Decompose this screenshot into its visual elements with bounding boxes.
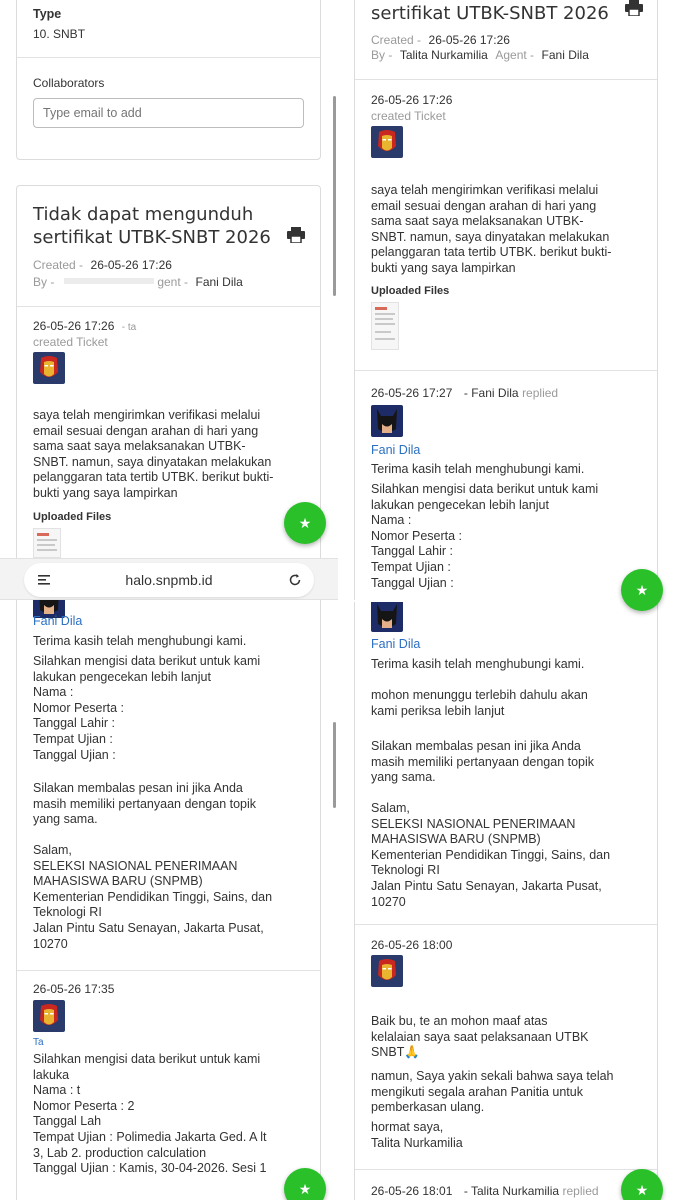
entry-timestamp: 26-05-26 18:01 - Talita Nurkamilia replied xyxy=(371,1184,599,1198)
batman-avatar xyxy=(371,600,403,632)
ticket-title xyxy=(33,203,271,250)
ticket-title-line2: sertifikat UTBK-SNBT 2026 xyxy=(33,227,271,249)
star-icon[interactable]: ★ xyxy=(621,1169,663,1200)
uploaded-files-label: Uploaded Files xyxy=(33,511,112,523)
collaborator-email-input[interactable] xyxy=(33,98,304,128)
author-link[interactable]: Fani Dila xyxy=(371,637,421,651)
agent-name: Fani Dila xyxy=(541,48,589,62)
author-link[interactable]: Fani Dila xyxy=(33,614,83,628)
entry-timestamp: 26-05-26 18:00 xyxy=(371,938,453,952)
ticket-card: Tidak dapat mengunduh sertifikat UTBK-SNBT 2026 Created - 26-05-26 17:26 By - gent - Fani Dila 26-05-26 17:26 - ta created Ticket saya telah mengirimkan verifikasi melalui email sesuai dengan arahan di hari yang sama saat saya melaksanakan UTBK- SNBT. namun, saya dinyatakan melakukan pelanggaran tata tertib UTBK. berikut bukti- bukti yang saya lampirkan Uploaded Files Fani Dila Terima kasih telah menghubungi kami. Silahkan mengisi data berikut untuk kami lakukan pengecekan lebih lanjut Nama : Nomor Peserta : Tanggal Lahir : Tempat Ujian : Tanggal Ujian : Silakan membalas pesan ini jika Anda masih memiliki pertanyaan dengan topik yang sama. Salam, SELEKSI NASIONAL PENERIMAAN MAHASISWA BARU (SNPMB) Kementerian Pendidikan Tinggi, Sains, dan Teknologi RI Jalan Pintu Satu Senayan, Jakarta Pusat, 10270 26-05-26 17:35 Ta Silahkan mengisi data berikut untuk kami lakuka Nama : t Nomor Peserta : 2 Tanggal Lah Tempat Ujian : Polimedia Jakarta Ged. A lt 3, Lab 2. production calculation Tanggal Ujian : Kamis, 30-04-2026. Sesi 1 xyxy=(16,185,321,1200)
entry-action: created Ticket xyxy=(33,335,108,349)
entry-action: created Ticket xyxy=(371,109,446,123)
author-link[interactable]: Ta xyxy=(33,1037,44,1048)
printer-icon[interactable] xyxy=(625,0,643,16)
iron-man-avatar xyxy=(33,1000,65,1032)
author-link[interactable]: Fani Dila xyxy=(371,443,421,457)
scrollbar[interactable] xyxy=(333,96,336,296)
entry-message: saya telah mengirimkan verifikasi melalui email sesuai dengan arahan di hari yang sama saat saya melaksanakan UTBK- SNBT. namun, saya dinyatakan melakukan pelanggaran tata tertib UTBK. berikut bukti- bukti yang saya lampirkan xyxy=(371,183,612,275)
uploaded-file-thumbnail[interactable] xyxy=(371,302,399,350)
created-line: Created - 26-05-26 17:26 xyxy=(33,258,172,272)
star-icon[interactable]: ★ xyxy=(284,502,326,544)
agent-name: Fani Dila xyxy=(195,275,243,289)
created-line: Created - 26-05-26 17:26 xyxy=(371,33,510,47)
type-value: 10. SNBT xyxy=(33,27,86,41)
ticket-details-card xyxy=(16,0,321,160)
right-screenshot xyxy=(338,0,675,1200)
star-icon[interactable]: ★ xyxy=(284,1168,326,1200)
collaborators-label: Collaborators xyxy=(33,76,105,90)
by-line: By - Talita Nurkamilia Agent - Fani Dila xyxy=(371,48,589,62)
entry-timestamp: 26-05-26 17:35 xyxy=(33,982,115,996)
browser-address-bar xyxy=(0,558,338,600)
iron-man-avatar xyxy=(371,955,403,987)
uploaded-file-thumbnail[interactable] xyxy=(33,528,61,558)
batman-avatar xyxy=(371,405,403,437)
iron-man-avatar xyxy=(33,352,65,384)
url-text: halo.snpmb.id xyxy=(125,572,213,588)
url-field[interactable] xyxy=(24,563,314,597)
star-icon[interactable]: ★ xyxy=(621,569,663,611)
printer-icon[interactable] xyxy=(287,227,305,243)
iron-man-avatar xyxy=(371,126,403,158)
reload-icon[interactable] xyxy=(288,573,302,587)
scrollbar[interactable] xyxy=(333,722,336,808)
entry-timestamp: 26-05-26 17:26 - ta xyxy=(33,319,137,333)
ticket-title-line1: Tidak dapat mengunduh xyxy=(33,204,254,225)
uploaded-files-label: Uploaded Files xyxy=(371,285,450,297)
by-line: By - gent - Fani Dila xyxy=(33,275,243,289)
entry-timestamp: 26-05-26 17:26 xyxy=(371,93,453,107)
entry-timestamp: 26-05-26 17:27 - Fani Dila replied xyxy=(371,386,559,400)
redacted-name xyxy=(64,278,154,284)
ticket-title: sertifikat UTBK-SNBT 2026 xyxy=(371,3,609,24)
creator-name: Talita Nurkamilia xyxy=(399,48,488,62)
divider xyxy=(17,57,320,58)
ticket-card: sertifikat UTBK-SNBT 2026 Created - 26-05-26 17:26 By - Talita Nurkamilia Agent - Fani Dila 26-05-26 17:26 created Ticket saya telah mengirimkan verifikasi melalui email sesuai dengan arahan di hari yang sama saat saya melaksanakan UTBK- SNBT. namun, saya dinyatakan melakukan pelanggaran tata tertib UTBK. berikut bukti- bukti yang saya lampirkan Uploaded Files 26-05-26 17:27 - Fani Dila replied Fani Dila Terima kasih telah menghubungi kami. Silahkan mengisi data berikut untuk kami lakukan pengecekan lebih lanjut Nama : Nomor Peserta : Tanggal Lahir : Tempat Ujian : Tanggal Ujian : Fani Dila Terima kasih telah menghubungi kami. mohon menunggu terlebih dahulu akan kami periksa lebih lanjut Silakan membalas pesan ini jika Anda masih memiliki pertanyaan dengan topik yang sama. Salam, SELEKSI NASIONAL PENERIMAAN MAHASISWA BARU (SNPMB) Kementerian Pendidikan Tinggi, Sains, dan Teknologi RI Jalan Pintu Satu Senayan, Jakarta Pusat, 10270 26-05-26 18:00 Baik bu, te an mohon maaf atas kelalaian saya saat pelaksanaan UTBK SNBT🙏 namun, Saya yakin sekali bahwa saya telah mengikuti segala arahan Panitia untuk pemberkasan ulang. hormat saya, Talita Nurkamilia 26-05-26 18:01 - Talita Nurkamilia replied xyxy=(354,0,658,1200)
entry-message: saya telah mengirimkan verifikasi melalui email sesuai dengan arahan di hari yang sama saat saya melaksanakan UTBK- SNBT. namun, saya dinyatakan melakukan pelanggaran tata tertib UTBK. berikut bukti- bukti yang saya lampirkan xyxy=(33,408,274,500)
type-label: Type xyxy=(33,7,62,21)
